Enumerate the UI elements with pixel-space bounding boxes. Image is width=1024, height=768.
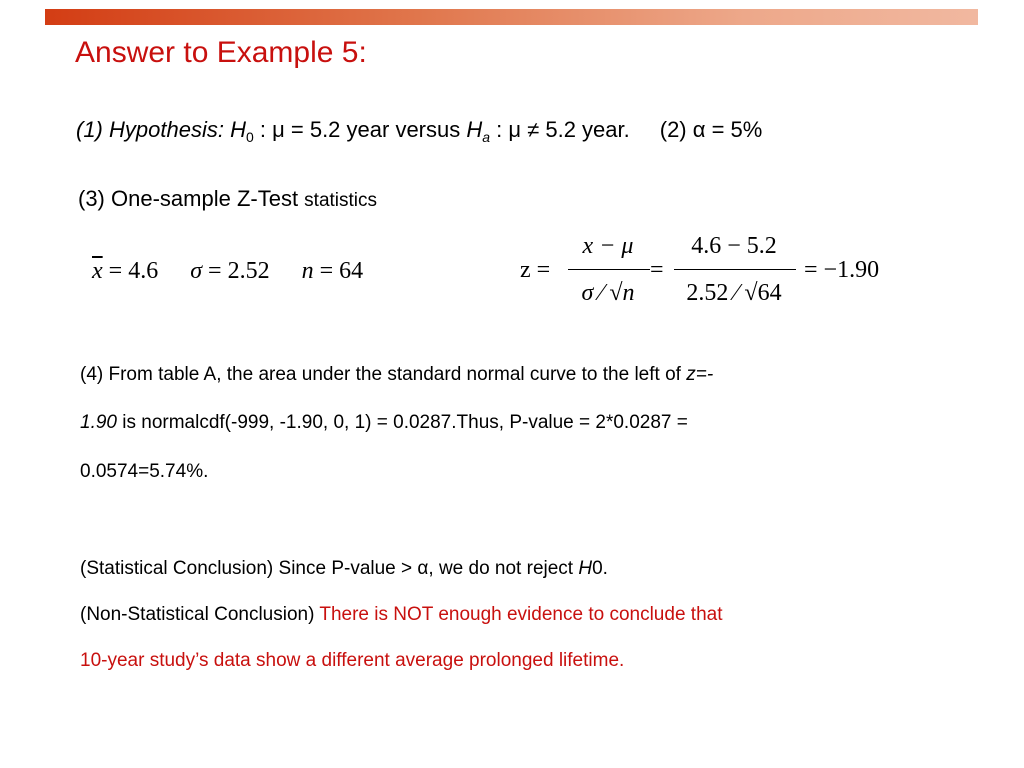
statistical-conclusion-h: H (578, 558, 593, 579)
nonstatistical-label: (Non-Statistical Conclusion) (80, 604, 320, 625)
step4-line3: 0.0574=5.74%. (80, 461, 209, 482)
ha-symbol: H (466, 117, 483, 142)
z-lhs: z = (520, 257, 551, 283)
h0-symbol: H (230, 117, 246, 142)
slide-title: Answer to Example 5: (75, 36, 367, 69)
fraction-symbolic-numerator: x − μ (582, 233, 634, 259)
sigma-value: = 2.52 (202, 258, 270, 284)
sample-statistics (92, 258, 363, 285)
nonstatistical-text-2: 10-year study’s data show a different average prolonged lifetime. (80, 650, 625, 671)
sigma-symbol: σ (190, 258, 203, 284)
step4-line1 (80, 364, 713, 386)
fraction-numeric-denominator: 2.52 ⁄ √64 (686, 280, 782, 306)
step4-z2: 1.90 (80, 412, 117, 433)
xbar-value: = 4.6 (102, 258, 159, 284)
fraction-bar-1 (568, 269, 650, 270)
step4-text2: is normalcdf(-999, -1.90, 0, 1) = 0.0287.Thus, P-value = 2*0.0287 = (116, 412, 688, 433)
step4-text1: (4) From table A, the area under the standard normal curve to the left of (80, 364, 687, 385)
statistical-conclusion-end: 0. (592, 558, 608, 579)
fraction-symbolic (568, 233, 648, 307)
fraction-bar-2 (674, 269, 796, 270)
alpha-level: (2) α = 5% (659, 117, 763, 142)
test-suffix: statistics (304, 190, 378, 211)
nonstatistical-text-1: There is NOT enough evidence to conclude that (319, 604, 723, 625)
nonstatistical-conclusion (80, 604, 722, 626)
z-result: = −1.90 (804, 257, 880, 283)
step4-z1: z=- (686, 364, 714, 385)
statistical-conclusion (80, 558, 608, 580)
n-symbol: n (301, 258, 314, 284)
ha-subscript: a (482, 129, 491, 145)
header-accent-bar (45, 9, 978, 25)
fraction-symbolic-denominator: σ ⁄ √n (581, 280, 635, 306)
equals-sign: = (650, 257, 664, 283)
statistical-conclusion-text: (Statistical Conclusion) Since P-value > α, we do not reject (80, 558, 579, 579)
h0-subscript: 0 (245, 129, 254, 145)
fraction-numeric-numerator: 4.6 − 5.2 (691, 233, 777, 259)
test-type-line (78, 186, 377, 212)
test-label: (3) One-sample Z-Test (78, 186, 305, 211)
h0-text: : μ = 5.2 year versus (253, 117, 467, 142)
fraction-numeric (674, 233, 794, 307)
ha-text: : μ ≠ 5.2 year. (490, 117, 630, 142)
hypothesis-prefix: (1) Hypothesis: (76, 117, 231, 142)
n-value: = 64 (313, 258, 364, 284)
z-statistic-formula (520, 233, 940, 323)
hypothesis-line (76, 117, 762, 145)
step4-line2 (80, 412, 688, 434)
xbar-symbol: $\overline{x}$ (92, 258, 103, 284)
